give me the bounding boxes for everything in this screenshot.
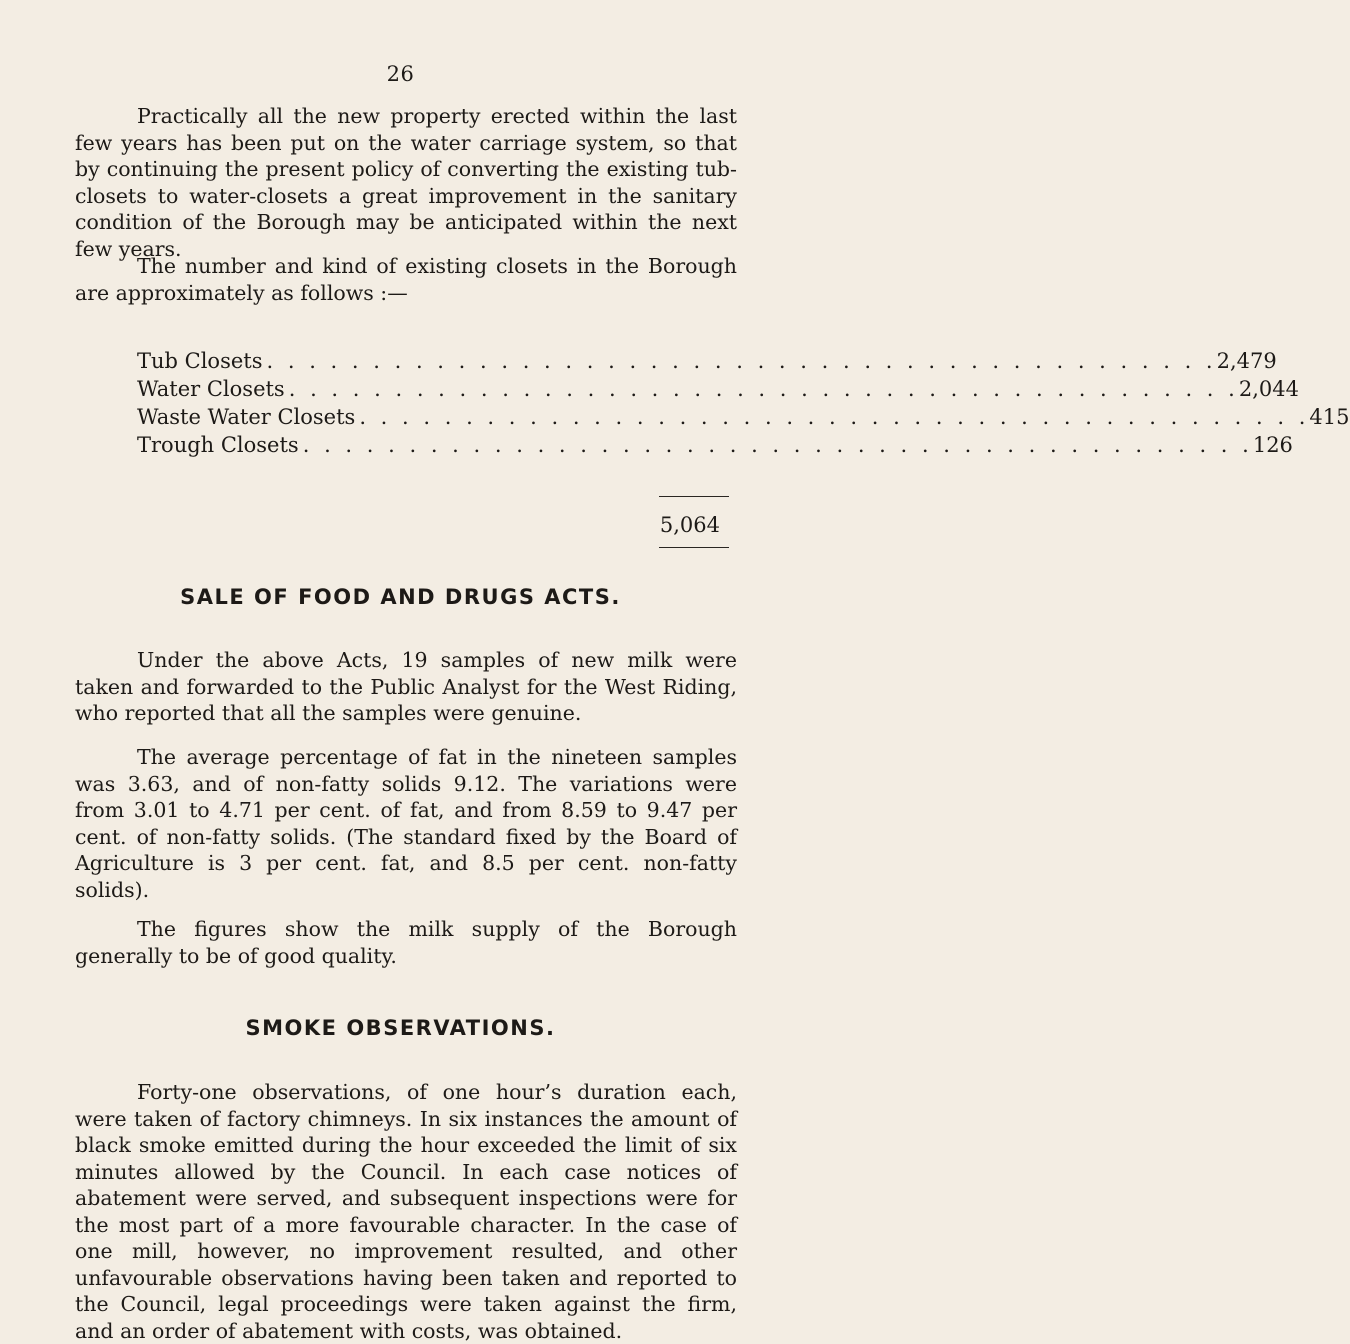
dot-leader: . . . . . . . . . . . . . . . . . . . . . . . . . . . . . . . . . . . . . . . . . . . . . [266, 349, 1217, 373]
intro-paragraph-1: Practically all the new property erected within the last few years has been put on the water carriage system, so that by continuing the present policy of converting the existing tub-closets to water-closets a great improvement in the sanitary condition of the Borough may be anticipated within the next few years. [75, 104, 737, 261]
closet-count: 2,479 [1216, 349, 1277, 373]
dot-leader: . . . . . . . . . . . . . . . . . . . . . . . . . . . . . . . . . . . . . . . . . . . . . [302, 433, 1253, 457]
closets-total: 5,064 [659, 513, 720, 537]
closet-row [137, 349, 1277, 377]
food-paragraph-2: The average percentage of fat in the nineteen samples was 3.63, and of non-fatty solids 9.12. The variations were from 3.01 to 4.71 per cent. of fat, and from 8.59 to 9.47 per cent. of non-fatty solids. (The standard fixed by the Board of Agriculture is 3 per cent. fat, and 8.5 per cent. non-fatty solids). [75, 745, 737, 902]
closet-name: Trough Closets [137, 433, 299, 457]
total-rule [659, 547, 729, 548]
section-heading-food-drugs: SALE OF FOOD AND DRUGS ACTS. [180, 585, 621, 609]
closet-row [137, 433, 1293, 461]
page-number: 26 [386, 62, 415, 86]
closet-count: 2,044 [1238, 377, 1299, 401]
closet-name: Water Closets [137, 377, 285, 401]
closet-name: Waste Water Closets [137, 405, 356, 429]
closet-count: 126 [1252, 433, 1293, 457]
closets-table [137, 349, 1350, 461]
closet-count: 415 [1309, 405, 1350, 429]
food-paragraph-1: Under the above Acts, 19 samples of new milk were taken and forwarded to the Public Analyst for the West Riding, who reported that all the samples were genuine. [75, 648, 737, 725]
closet-row [137, 377, 1299, 405]
dot-leader: . . . . . . . . . . . . . . . . . . . . . . . . . . . . . . . . . . . . . . . . . . . . . [288, 377, 1239, 401]
section-heading-smoke: SMOKE OBSERVATIONS. [245, 1016, 556, 1040]
smoke-paragraph-1: Forty-one observations, of one hour’s duration each, were taken of factory chimneys. In six instances the amount of black smoke emitted during the hour exceeded the limit of six minutes allowed by the Council. In each case notices of abatement were served, and subsequent inspections were for the most part of a more favourable character. In the case of one mill, however, no improvement resulted, and other unfavourable observations having been taken and reported to the Council, legal proceedings were taken against the firm, and an order of abatement with costs, was obtained. [75, 1080, 737, 1343]
intro-paragraph-2: The number and kind of existing closets in the Borough are approximately as follows :— [75, 254, 737, 305]
sum-rule [659, 496, 729, 497]
closet-name: Tub Closets [137, 349, 263, 373]
closet-row [137, 405, 1350, 433]
dot-leader: . . . . . . . . . . . . . . . . . . . . . . . . . . . . . . . . . . . . . . . . . . . . . [359, 405, 1310, 429]
food-paragraph-3: The figures show the milk supply of the Borough generally to be of good quality. [75, 917, 737, 968]
